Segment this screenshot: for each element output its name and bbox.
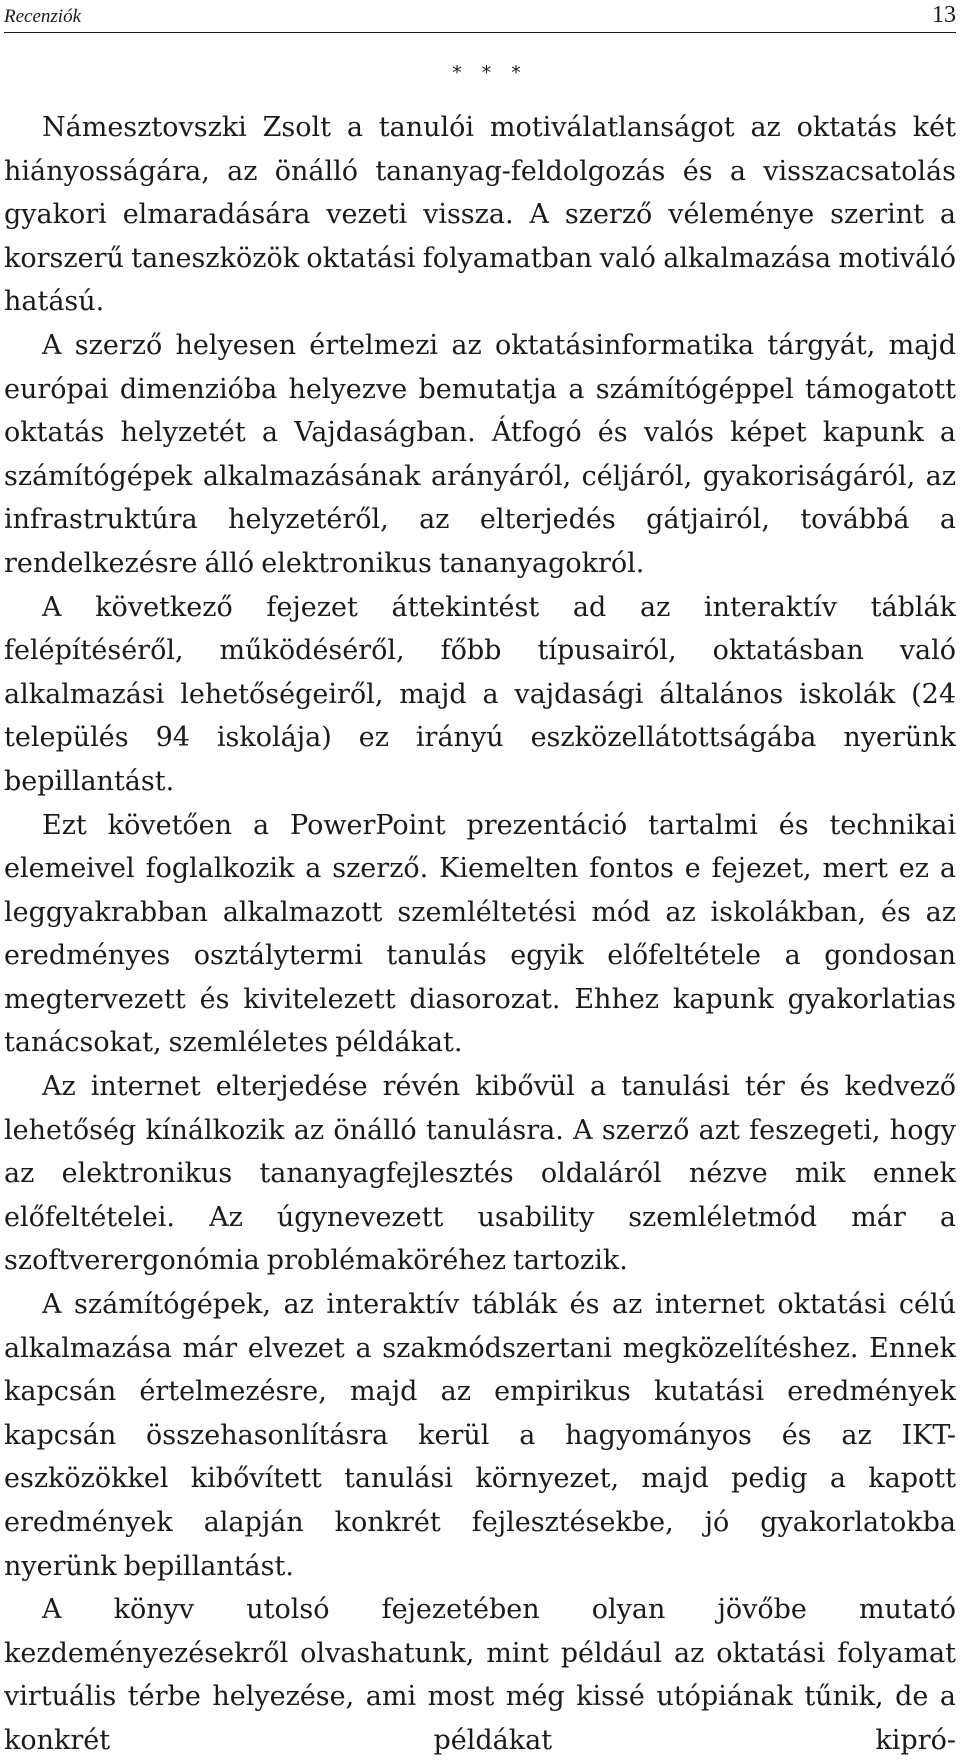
page-number: 13 [932, 2, 956, 28]
section-title: Recenziók [4, 6, 82, 27]
document-page [4, 0, 956, 1756]
paragraph: Námesztovszki Zsolt a tanulói motiválatlanságot az oktatás két hiányosságára, az önálló tananyag-feldolgozás és a visszacsatolás gyakori elmaradására vezeti vissza. A szerző véleménye szerint a korszerű taneszközök oktatási folyamatban való alkalmazása motiváló hatású. [4, 112, 956, 318]
paragraph: A szerző helyesen értelmezi az oktatásinformatika tárgyát, majd európai dimenzióba helyezve bemutatja a számítógéppel támogatott oktatás helyzetét a Vajdaságban. Átfogó és valós képet kapunk a számítógépek alkalmazásának arányáról, céljáról, gyakoriságáról, az infrastruktúra helyzetéről, az elterjedés gátjairól, továbbá a rendelkezésre álló elektronikus tananyagokról. [4, 329, 956, 579]
section-separator: * * * [452, 62, 528, 84]
article-body [4, 106, 956, 1763]
running-header [4, 0, 956, 33]
paragraph: A következő fejezet áttekintést ad az interaktív táblák felépítéséről, működéséről, főbb típusairól, oktatásban való alkalmazási lehetőségeiről, majd a vajdasági általános iskolák (24 település 94 iskolája) ez irányú eszközellátottságába nyerünk bepillantást. [4, 591, 956, 797]
paragraph: A számítógépek, az interaktív táblák és az internet oktatási célú alkalmazása már elvezet a szakmódszertani megközelítéshez. Ennek kapcsán értelmezésre, majd az empirikus kutatási eredmények kapcsán összehasonlításra kerül a hagyományos és az IKT-eszközökkel kibővített tanulási környezet, majd pedig a kapott eredmények alapján konkrét fejlesztésekbe, jó gyakorlatokba nyerünk bepillantást. [4, 1289, 956, 1582]
paragraph: Ezt követően a PowerPoint prezentáció tartalmi és technikai elemeivel foglalkozik a szerző. Kiemelten fontos e fejezet, mert ez a leggyakrabban alkalmazott szemléltetési mód az iskolákban, és az eredményes osztálytermi tanulás egyik előfeltétele a gondosan megtervezett és kivitelezett diasorozat. Ehhez kapunk gyakorlatias tanácsokat, szemléletes példákat. [4, 809, 956, 1059]
paragraph: A könyv utolsó fejezetében olyan jövőbe mutató kezdeményezésekről olvashatunk, mint például az oktatási folyamat virtuális térbe helyezése, ami most még kissé utópiának tűnik, de a konkrét példákat kipró- [4, 1594, 956, 1756]
paragraph: Az internet elterjedése révén kibővül a tanulási tér és kedvező lehetőség kínálkozik az önálló tanulásra. A szerző azt feszegeti, hogy az elektronikus tananyagfejlesztés oldaláról nézve mik ennek előfeltételei. Az úgynevezett usability szemléletmód már a szoftverergonómia problémaköréhez tartozik. [4, 1071, 956, 1277]
